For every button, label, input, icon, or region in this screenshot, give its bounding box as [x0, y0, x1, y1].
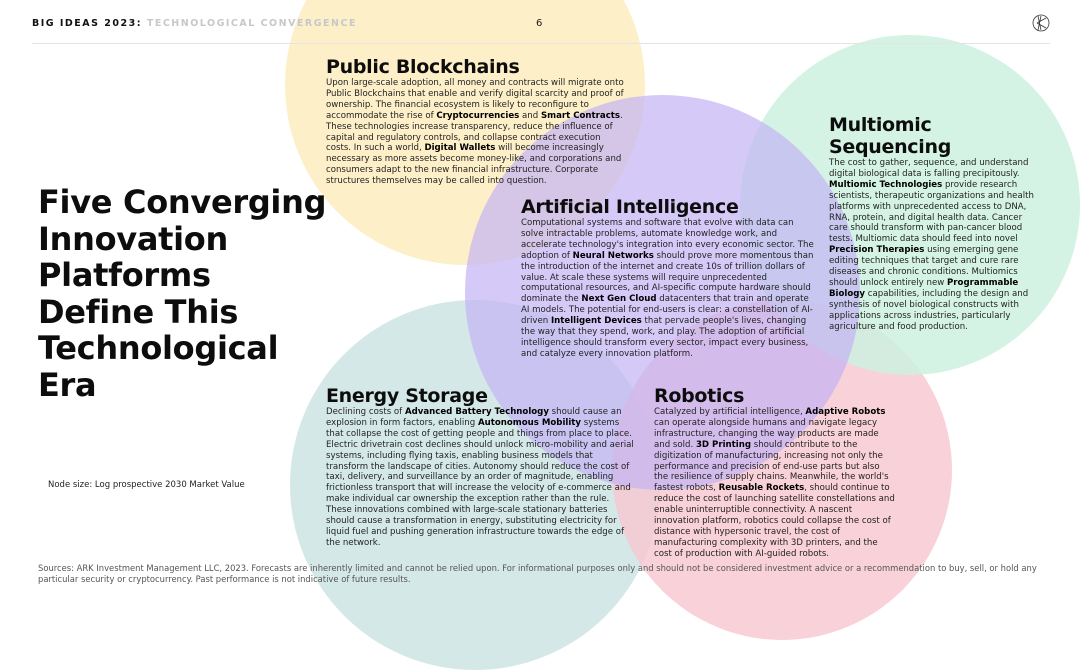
highlight-term: 3D Printing	[695, 439, 751, 450]
highlight-term: Multiomic Technologies	[829, 179, 943, 190]
highlight-term: Advanced Battery Technology	[404, 407, 549, 417]
text-segment: Computational systems and software that evolve with data can solve intractable problems, automate knowledge work, and accelerate technology's integration into every economic sector. The adoption of	[521, 218, 814, 261]
node-size-note: Node size: Log prospective 2030 Market Value	[48, 480, 245, 490]
text-segment: The cost to gather, sequence, and understand digital biological data is falling precipitously.	[829, 158, 1029, 179]
text-segment: should prove more momentous than the introduction of the internet and create 10s of trillion dollars of value. At scale these systems will require unprecedented computational resources, and AI-specific compute hardware should dominate the	[521, 250, 814, 305]
text-segment: Catalyzed by artificial intelligence,	[654, 407, 806, 417]
page-number: 6	[536, 18, 543, 29]
platform-ai	[521, 196, 816, 360]
ark-logo-icon	[1032, 14, 1050, 32]
header-title: BIG IDEAS 2023: TECHNOLOGICAL CONVERGENCE	[32, 18, 357, 29]
text-segment: Upon large-scale adoption, all money and contracts will migrate onto Public Blockchains that enable and verify digital scarcity and proof of ownership. The financial ecosystem is likely to reconfigure to accommodate the rise of	[326, 78, 624, 121]
platform-title: Artificial Intelligence	[521, 196, 739, 218]
platform-title: Robotics	[654, 385, 745, 407]
highlight-term: Digital Wallets	[424, 143, 496, 154]
text-segment: . These technologies increase transparency, reduce the influence of capital and regulatory controls, and collapse contract execution costs. In such a world,	[326, 110, 623, 154]
highlight-term: Reusable Rockets	[718, 483, 805, 494]
text-segment: systems that collapse the cost of getting people and things from place to place. Electric drivetrain cost declines should unlock micro-mobility and aerial systems, including flying taxis, enabling business models that transform the landscape of cities. Autonomy should reduce the cost of taxi, delivery, and surveillance by an order of magnitude, enabling frictionless transport that will increase the velocity of e-commerce and make individual car ownership the exception rather than the rule. These innovations combined with large-scale stationary batteries should cause a transformation in energy, substituting electricity for liquid fuel and pushing generation infrastructure towards the edge of the network.	[326, 417, 634, 548]
highlight-term: Intelligent Devices	[550, 316, 642, 327]
header-divider	[32, 43, 1050, 44]
platform-energy	[326, 385, 636, 549]
platform-description	[326, 407, 636, 549]
platform-description	[654, 407, 896, 560]
page-title: Five Converging Innovation Platforms Define This Technological Era	[38, 183, 327, 404]
platform-blockchain	[326, 56, 626, 187]
sources-disclaimer: Sources: ARK Investment Management LLC, 2023. Forecasts are inherently limited and cannot be relied upon. For informational purposes only and should not be considered investment advice or a recommendation to buy, sell, or hold any particular security or cryptocurrency. Past performance is not indicative of future results.	[38, 563, 1037, 584]
highlight-term: Precision Therapies	[829, 245, 925, 256]
text-segment: and	[519, 110, 541, 121]
text-segment: capabilities, including the design and synthesis of novel biological constructs with applications across industries, particularly agriculture and food production.	[829, 288, 1029, 332]
platform-description	[326, 78, 626, 187]
platform-description	[829, 158, 1034, 333]
highlight-term: Next Gen Cloud	[581, 294, 657, 305]
text-segment: should contribute to the digitization of manufacturing, increasing not only the performance and precision of end-use parts but also the resilience of supply chains. Meanwhile, the world's fastest robots,	[654, 439, 889, 494]
highlight-term: Cryptocurrencies	[436, 110, 520, 121]
highlight-term: Smart Contracts	[540, 110, 621, 121]
text-segment: that pervade people's lives, changing the way that they spend, work, and play. The adoption of artificial intelligence should transform every sector, impact every business, and catalyze every innovation platform.	[521, 316, 809, 359]
platform-description	[521, 218, 816, 360]
highlight-term: Adaptive Robots	[805, 407, 886, 417]
platform-robotics	[654, 385, 896, 560]
text-segment: will become increasingly necessary as more assets become money-like, and corporations and consumers adapt to the new financial infrastructure. Corporate structures themselves may be called into question.	[326, 143, 622, 187]
text-segment: using emerging gene editing techniques that target and cure rare diseases and chronic conditions. Multiomics should unlock entirely new	[829, 245, 1019, 288]
highlight-term: Autonomous Mobility	[477, 417, 581, 428]
text-segment: datacenters that train and operate AI models. The potential for end-users is clear: a constellation of AI-driven	[521, 294, 813, 327]
text-segment: can operate alongside humans and navigate legacy infrastructure, changing the way products are made and sold.	[654, 417, 879, 450]
text-segment: Declining costs of	[326, 407, 405, 417]
highlight-term: Neural Networks	[572, 250, 654, 261]
platform-title: Multiomic Sequencing	[829, 114, 952, 158]
highlight-term: Programmable Biology	[829, 277, 1019, 299]
platform-title: Energy Storage	[326, 385, 488, 407]
platform-title: Public Blockchains	[326, 56, 520, 78]
text-segment: , should continue to reduce the cost of launching satellite constellations and enable uninterruptible connectivity. A nascent innovation platform, robotics could collapse the cost of distance with hypersonic travel, the cost of manufacturing complexity with 3D printers, and the cost of production with AI-guided robots.	[654, 483, 895, 559]
text-segment: provide research scientists, therapeutic organizations and health platforms with unprecedented access to DNA, RNA, protein, and digital health data. Cancer care should transform with pan-cancer blood tests. Multiomic data should feed into novel	[829, 179, 1034, 245]
text-segment: should cause an explosion in form factors, enabling	[326, 407, 622, 428]
platform-multiomic	[829, 114, 1034, 333]
